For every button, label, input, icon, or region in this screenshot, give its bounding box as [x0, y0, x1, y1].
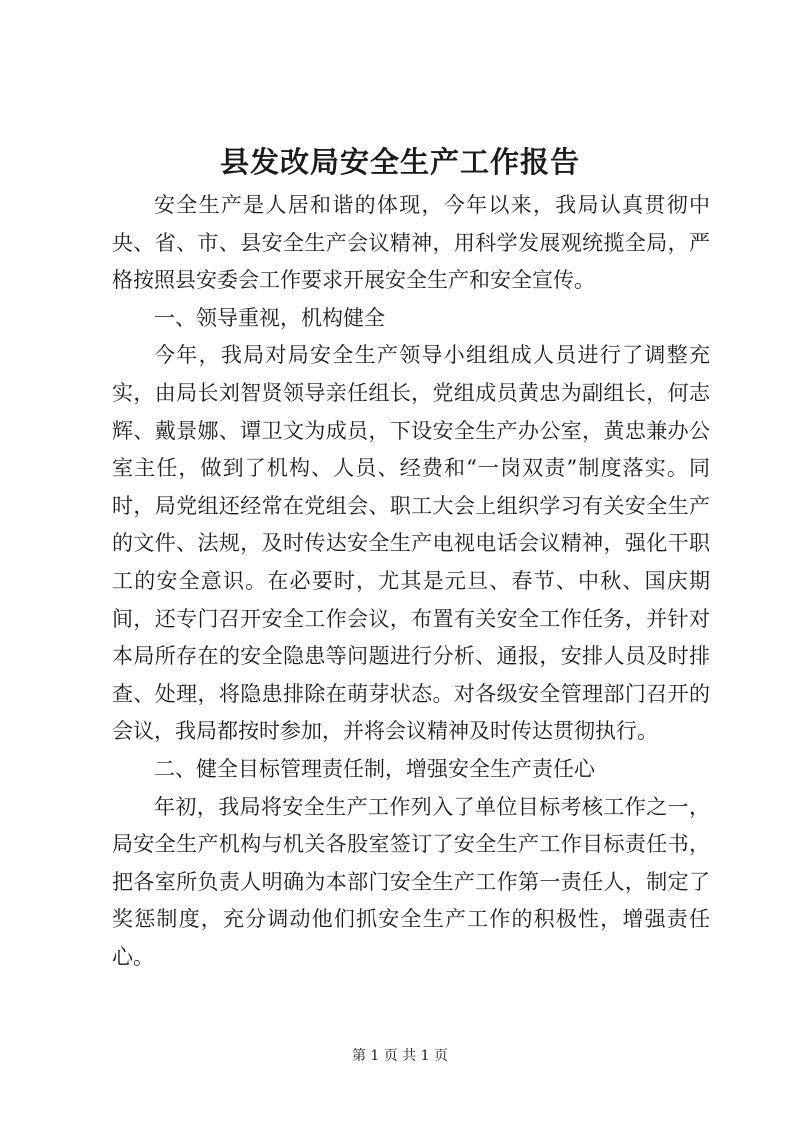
document-body	[112, 187, 710, 976]
section-heading-1: 一、领导重视，机构健全	[154, 305, 385, 330]
intro-paragraph: 安全生产是人居和谐的体现，今年以来，我局认真贯彻中央、省、市、县安全生产会议精神，用科学发展观统揽全局，严格按照县安委会工作要求开展安全生产和安全宣传。	[112, 193, 710, 293]
section-2-paragraph: 年初，我局将安全生产工作列入了单位目标考核工作之一，局安全生产机构与机关各股室签订了安全生产工作目标责任书，把各室所负责人明确为本部门安全生产工作第一责任人，制定了奖惩制度，充分调动他们抓安全生产工作的积极性，增强责任心。	[112, 794, 710, 969]
page-footer: 第 1 页 共 1 页	[351, 1048, 449, 1064]
document-title: 县发改局安全生产工作报告	[219, 145, 580, 179]
section-1-paragraph: 今年，我局对局安全生产领导小组组成人员进行了调整充实，由局长刘智贤领导亲任组长，党组成员黄忠为副组长，何志辉、戴景娜、谭卫文为成员，下设安全生产办公室，黄忠兼办公室主任，做到了机构、人员、经费和“一岗双责”制度落实。同时，局党组还经常在党组会、职工大会上组织学习有关安全生产的文件、法规，及时传达安全生产电视电话会议精神，强化干职工的安全意识。在必要时，尤其是元旦、春节、中秋、国庆期间，还专门召开安全工作会议，布置有关安全工作任务，并针对本局所存在的安全隐患等问题进行分析、通报，安排人员及时排查、处理，将隐患排除在萌芽状态。对各级安全管理部门召开的会议，我局都按时参加，并将会议精神及时传达贯彻执行。	[112, 343, 710, 744]
section-heading-2: 二、健全目标管理责任制，增强安全生产责任心	[154, 756, 595, 781]
